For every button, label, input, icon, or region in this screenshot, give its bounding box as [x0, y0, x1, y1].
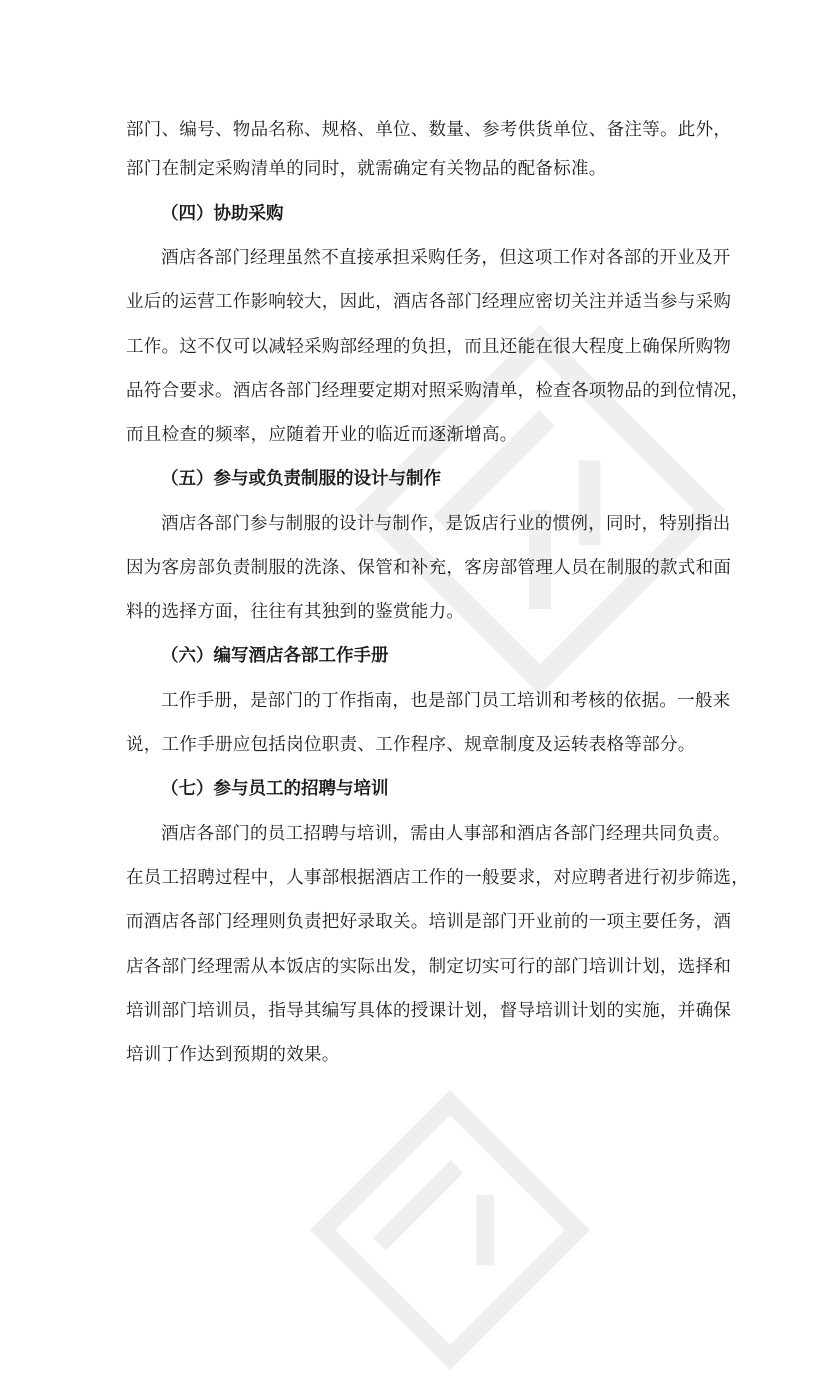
paragraph-line: 而酒店各部门经理则负责把好录取关。培训是部门开业前的一项主要任务，酒: [126, 912, 732, 932]
paragraph-line: 在员工招聘过程中，人事部根据酒店工作的一般要求，对应聘者进行初步筛选，: [126, 868, 749, 888]
watermark-logo-icon: [330, 300, 750, 720]
section-heading: （七）参与员工的招聘与培训: [161, 779, 389, 799]
paragraph-line: 酒店各部门的员工招聘与培训，需由人事部和酒店各部门经理共同负责。: [161, 824, 731, 844]
paragraph-line: 部门、编号、物品名称、规格、单位、数量、参考供货单位、备注等。此外，: [126, 120, 732, 140]
paragraph-line: 工作。这不仅可以减轻采购部经理的负担，而且还能在很大程度上确保所购物: [126, 337, 732, 357]
paragraph-line: 店各部门经理需从本饭店的实际出发，制定切实可行的部门培训计划，选择和: [126, 957, 732, 977]
paragraph-line: 部门在制定采购清单的同时，就需确定有关物品的配备标准。: [126, 159, 607, 179]
paragraph-line: 说，工作手册应包括岗位职责、工作程序、规章制度及运转表格等部分。: [126, 735, 696, 755]
paragraph-line: 工作手册，是部门的丁作指南，也是部门员工培训和考核的依据。一般来: [161, 691, 731, 711]
section-heading: （四）协助采购: [161, 204, 284, 224]
paragraph-line: 业后的运营工作影响较大，因此，酒店各部门经理应密切关注并适当参与采购: [126, 292, 732, 312]
paragraph-line: 因为客房部负责制服的洗涤、保管和补充，客房部管理人员在制服的款式和面: [126, 558, 732, 578]
paragraph-line: 酒店各部门经理虽然不直接承担采购任务，但这项工作对各部的开业及开: [161, 248, 731, 268]
paragraph-line: 培训丁作达到预期的效果。: [126, 1045, 340, 1065]
section-heading: （六）编写酒店各部工作手册: [161, 646, 389, 666]
paragraph-line: 品符合要求。酒店各部门经理要定期对照采购清单，检查各项物品的到位情况，: [126, 381, 749, 401]
paragraph-line: 而且检查的频率，应随着开业的临近而逐渐增高。: [126, 425, 518, 445]
watermark-logo-icon: [300, 1080, 600, 1380]
paragraph-line: 料的选择方面，往往有其独到的鉴赏能力。: [126, 602, 465, 622]
section-heading: （五）参与或负责制服的设计与制作: [161, 469, 441, 489]
paragraph-line: 酒店各部门参与制服的设计与制作，是饭店行业的惯例，同时，特别指出: [161, 514, 731, 534]
paragraph-line: 培训部门培训员，指导其编写具体的授课计划，督导培训计划的实施，并确保: [126, 1001, 732, 1021]
